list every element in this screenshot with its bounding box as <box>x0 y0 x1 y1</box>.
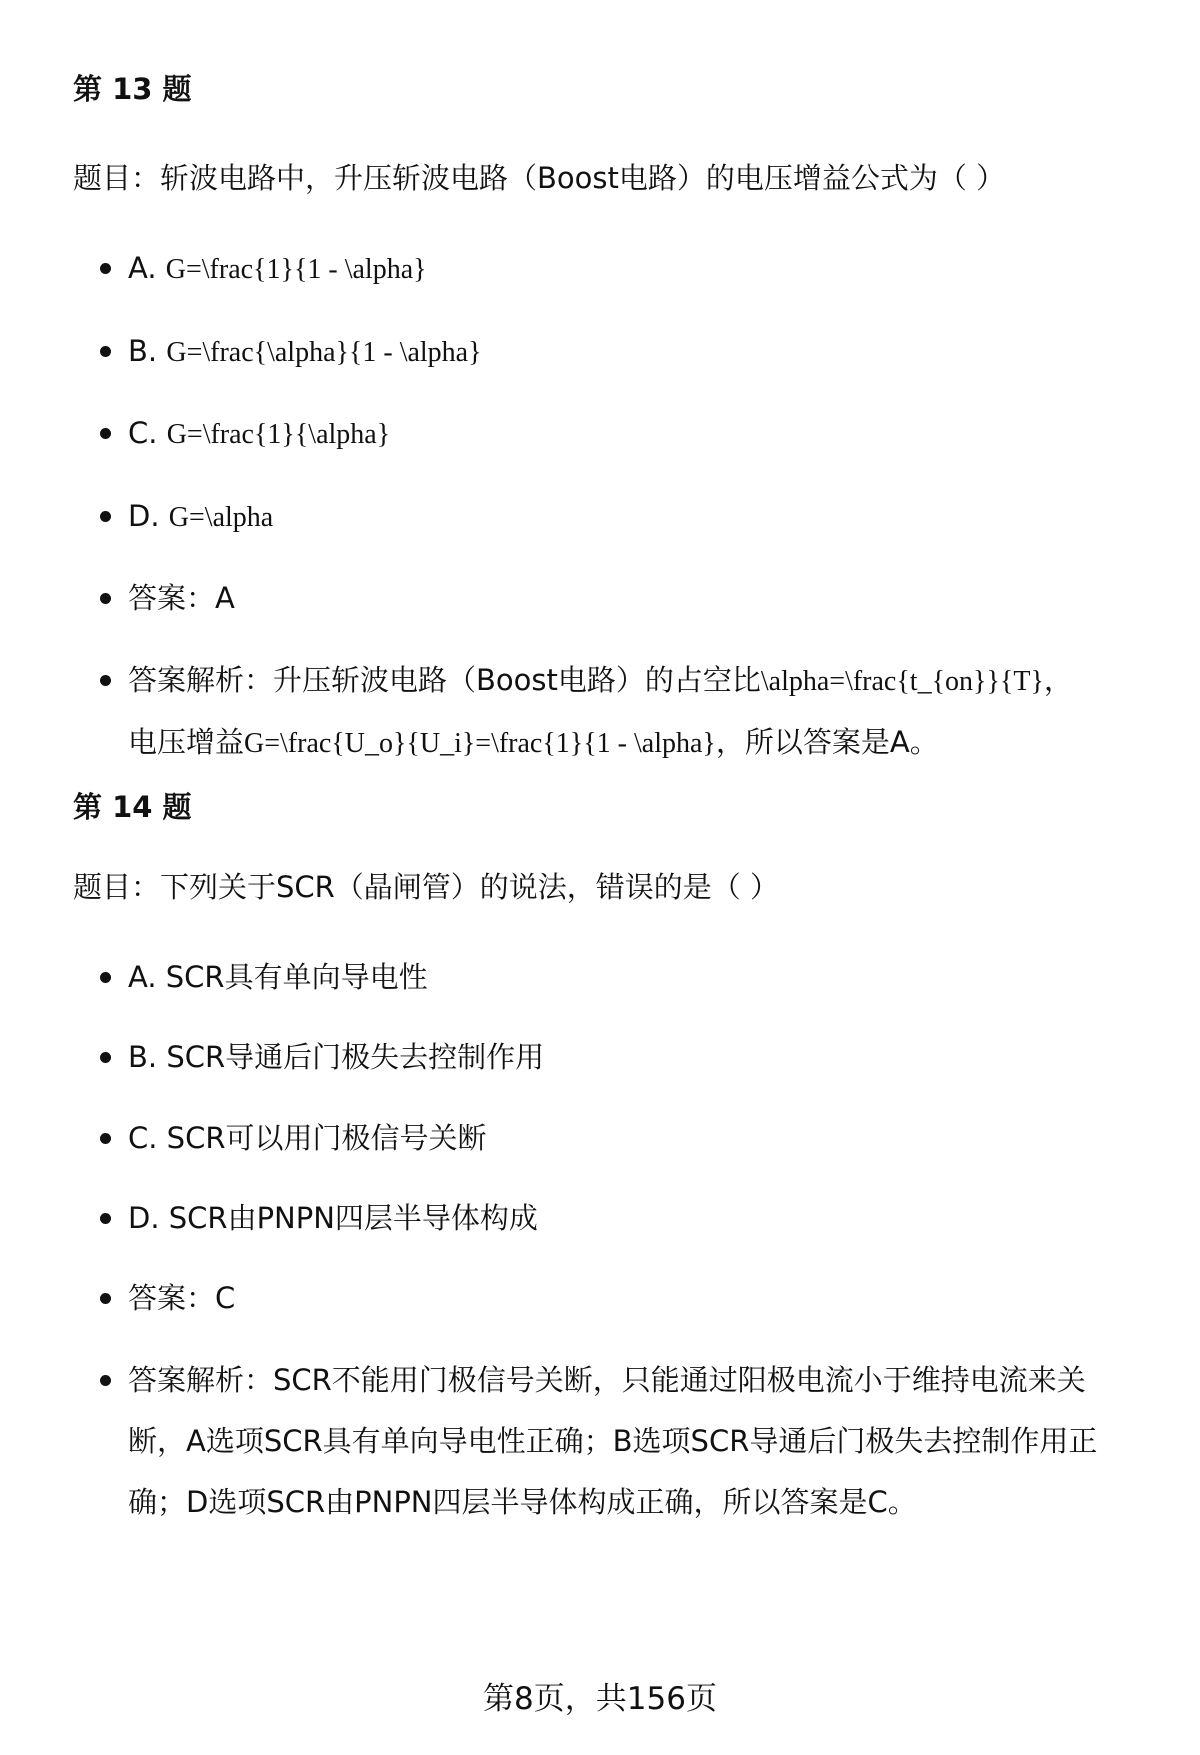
analysis-text: ， <box>1043 663 1073 697</box>
analysis-formula: \alpha=\frac{t_{on}}{T} <box>760 666 1044 697</box>
analysis-line: 确；D选项SCR由PNPN四层半导体构成正确，所以答案是C。 <box>128 1485 917 1519</box>
question-13-analysis <box>128 650 1138 774</box>
option-label: C. <box>128 416 167 450</box>
option-formula: G=\frac{1}{1 - \alpha} <box>165 254 427 285</box>
page-footer: 第8页，共156页 <box>483 1681 717 1717</box>
option-label: B. <box>128 334 167 368</box>
question-13-answer: 答案：A <box>128 568 1138 629</box>
question-13-title: 第 13 题 <box>73 72 192 106</box>
analysis-text: ，所以答案是A。 <box>715 725 939 759</box>
analysis-formula: G=\frac{U_o}{U_i}=\frac{1}{1 - \alpha} <box>244 728 716 759</box>
analysis-text: 电压增益 <box>128 725 245 759</box>
analysis-line: 答案解析：SCR不能用门极信号关断，只能通过阳极电流小于维持电流来关 <box>128 1363 1086 1397</box>
option-label: D. <box>128 499 169 533</box>
question-14-title: 第 14 题 <box>73 790 192 824</box>
question-13-stem: 题目：斩波电路中，升压斩波电路（Boost电路）的电压增益公式为（ ） <box>73 161 1006 195</box>
question-13-option-d <box>128 486 1138 548</box>
question-14-option-a: A. SCR具有单向导电性 <box>128 947 1138 1008</box>
option-formula: G=\frac{\alpha}{1 - \alpha} <box>166 337 482 368</box>
option-label: A. <box>128 251 166 285</box>
question-14-analysis <box>128 1350 1138 1533</box>
option-formula: G=\alpha <box>168 502 274 533</box>
question-14-option-d: D. SCR由PNPN四层半导体构成 <box>128 1188 1138 1249</box>
question-14-stem: 题目：下列关于SCR（晶闸管）的说法，错误的是（ ） <box>73 870 780 904</box>
analysis-line: 断，A选项SCR具有单向导电性正确；B选项SCR导通后门极失去控制作用正 <box>128 1424 1098 1458</box>
question-14-option-b: B. SCR导通后门极失去控制作用 <box>128 1027 1138 1088</box>
analysis-text: 答案解析：升压斩波电路（Boost电路）的占空比 <box>128 663 761 697</box>
question-14-option-c: C. SCR可以用门极信号关断 <box>128 1108 1138 1169</box>
option-formula: G=\frac{1}{\alpha} <box>166 419 391 450</box>
question-13-option-b <box>128 321 1138 383</box>
question-14-answer: 答案：C <box>128 1268 1138 1329</box>
question-13-option-c <box>128 403 1138 465</box>
question-13-option-a <box>128 238 1138 300</box>
